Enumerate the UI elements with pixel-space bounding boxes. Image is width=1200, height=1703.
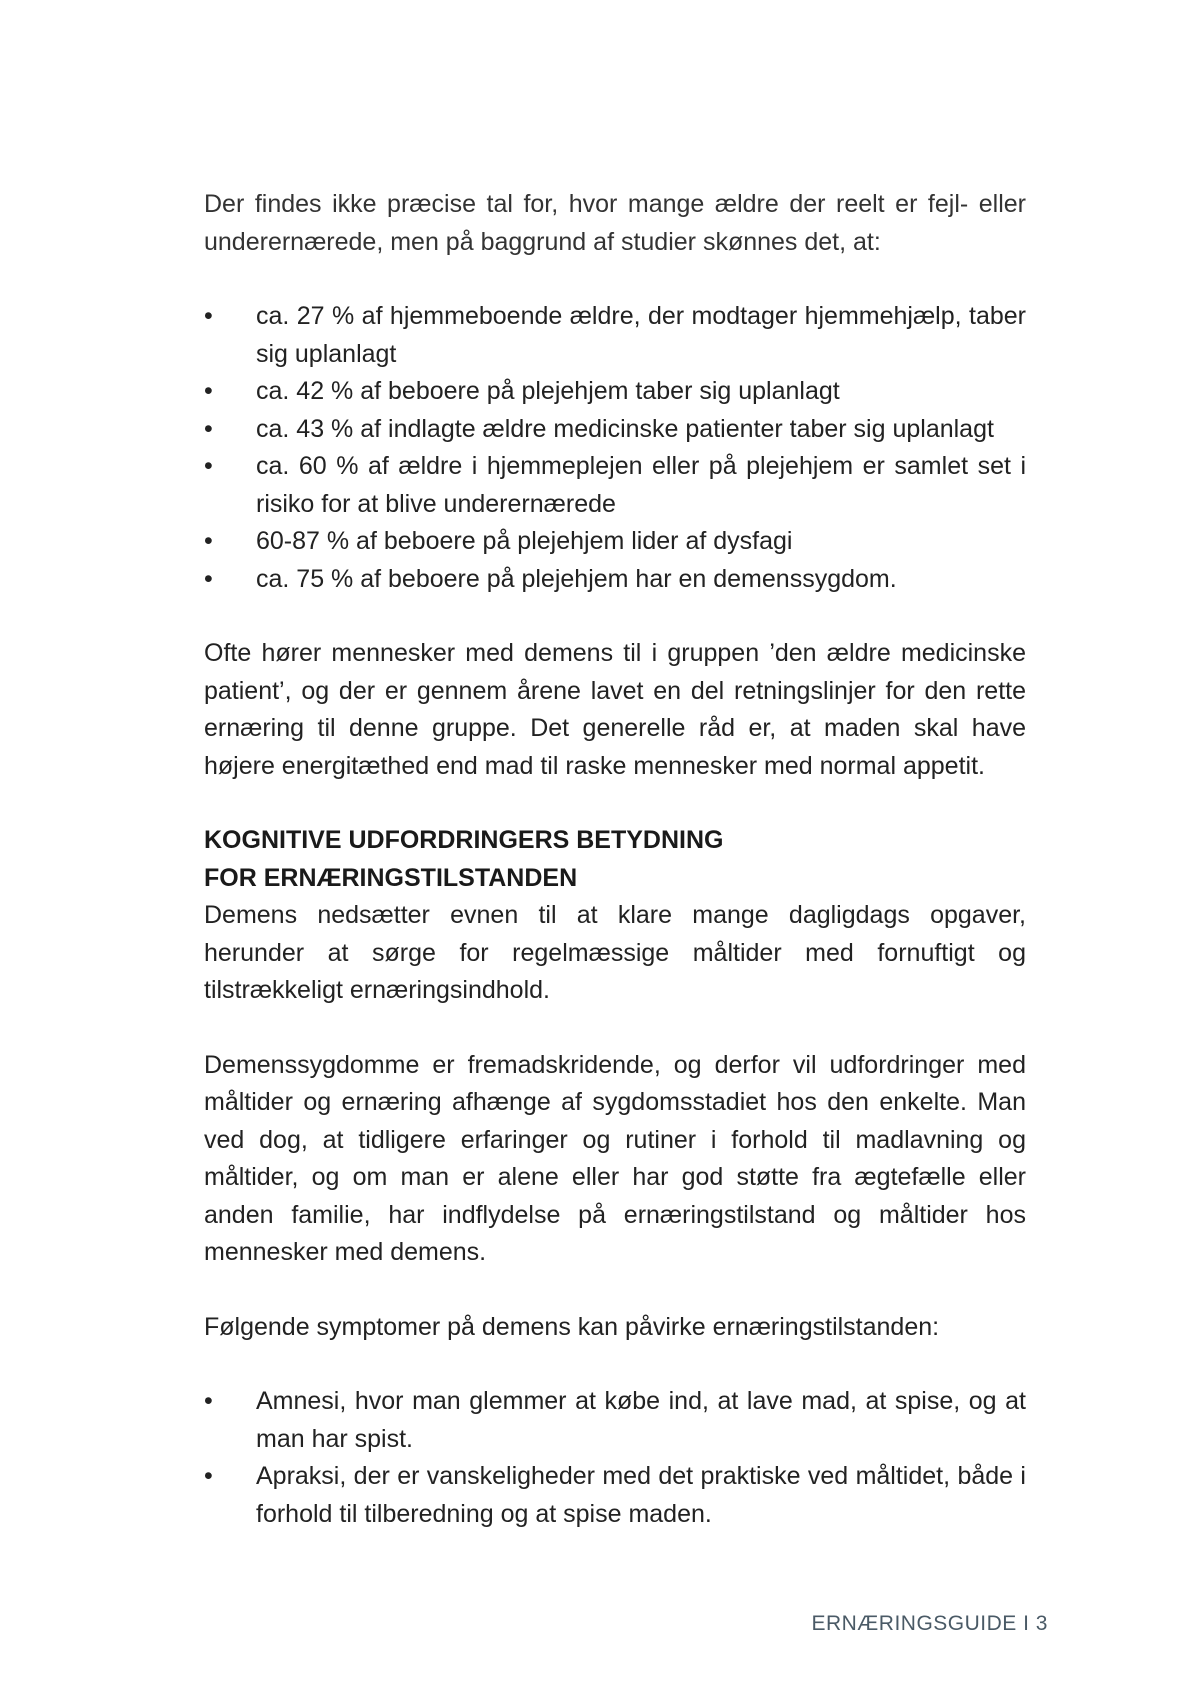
bullet-icon: • — [204, 527, 213, 555]
bullet-icon: • — [204, 452, 213, 480]
patient-paragraph: Ofte hører mennesker med demens til i gruppen ’den ældre medicinske patient’, og der er gennem årene lavet en del retningslinjer for den rette ernæring til denne gruppe. Det generelle råd er, at maden skal have højere energitæthed end mad til raske mennesker med normal appetit. — [204, 639, 1026, 780]
intro-paragraph: Der findes ikke præcise tal for, hvor mange ældre der reelt er fejl- eller underernærede, men på baggrund af studier skønnes det, at: — [204, 190, 1026, 256]
list-item: • 60-87 % af beboere på plejehjem lider af dysfagi — [204, 523, 1026, 561]
bullet-icon: • — [204, 414, 213, 443]
list-item: • Amnesi, hvor man glemmer at købe ind, at lave mad, at spise, og at man har spist. — [204, 1383, 1026, 1458]
list-item: • ca. 42 % af beboere på plejehjem taber sig uplanlagt — [204, 373, 1026, 411]
bullet-icon: • — [204, 564, 213, 593]
bullet-icon: • — [204, 1462, 213, 1490]
list-item: • ca. 60 % af ældre i hjemmeplejen eller på plejehjem er samlet set i risiko for at blive underernærede — [204, 448, 1026, 523]
heading-line-1: KOGNITIVE UDFORDRINGERS BETYDNING — [204, 826, 724, 854]
heading-line-2: FOR ERNÆRINGSTILSTANDEN — [204, 863, 578, 892]
list-item: • ca. 43 % af indlagte ældre medicinske patienter taber sig uplanlagt — [204, 411, 1026, 449]
section-heading — [204, 822, 1026, 897]
demens-paragraph: Demens nedsætter evnen til at klare mange dagligdags opgaver, herunder at sørge for regelmæssige måltider med fornuftigt og tilstrækkeligt ernæringsindhold. — [204, 901, 1026, 1004]
page-footer: ERNÆRINGSGUIDE I 3 — [811, 1612, 1048, 1635]
symptoms-list — [204, 1383, 1026, 1533]
page-body — [204, 186, 1026, 1533]
progressive-paragraph: Demenssygdomme er fremadskridende, og derfor vil udfordringer med måltider og ernæring afhænge af sygdomsstadiet hos den enkelte. Man ved dog, at tidligere erfaringer og rutiner i forhold til madlavning og måltider, og om man er alene eller har god støtte fra ægtefælle eller anden familie, har indflydelse på ernæringstilstand og måltider hos mennesker med demens. — [204, 1050, 1026, 1266]
list-item: • Apraksi, der er vanskeligheder med det praktiske ved måltidet, både i forhold til tilberedning og at spise maden. — [204, 1458, 1026, 1533]
bullet-icon: • — [204, 1387, 213, 1415]
list-item: • ca. 27 % af hjemmeboende ældre, der modtager hjemmehjælp, taber sig uplanlagt — [204, 298, 1026, 373]
statistics-list — [204, 298, 1026, 598]
bullet-icon: • — [204, 377, 213, 405]
list-item: • ca. 75 % af beboere på plejehjem har en demenssygdom. — [204, 561, 1026, 599]
symptoms-intro: Følgende symptomer på demens kan påvirke ernæringstilstanden: — [204, 1312, 940, 1341]
bullet-icon: • — [204, 302, 213, 330]
